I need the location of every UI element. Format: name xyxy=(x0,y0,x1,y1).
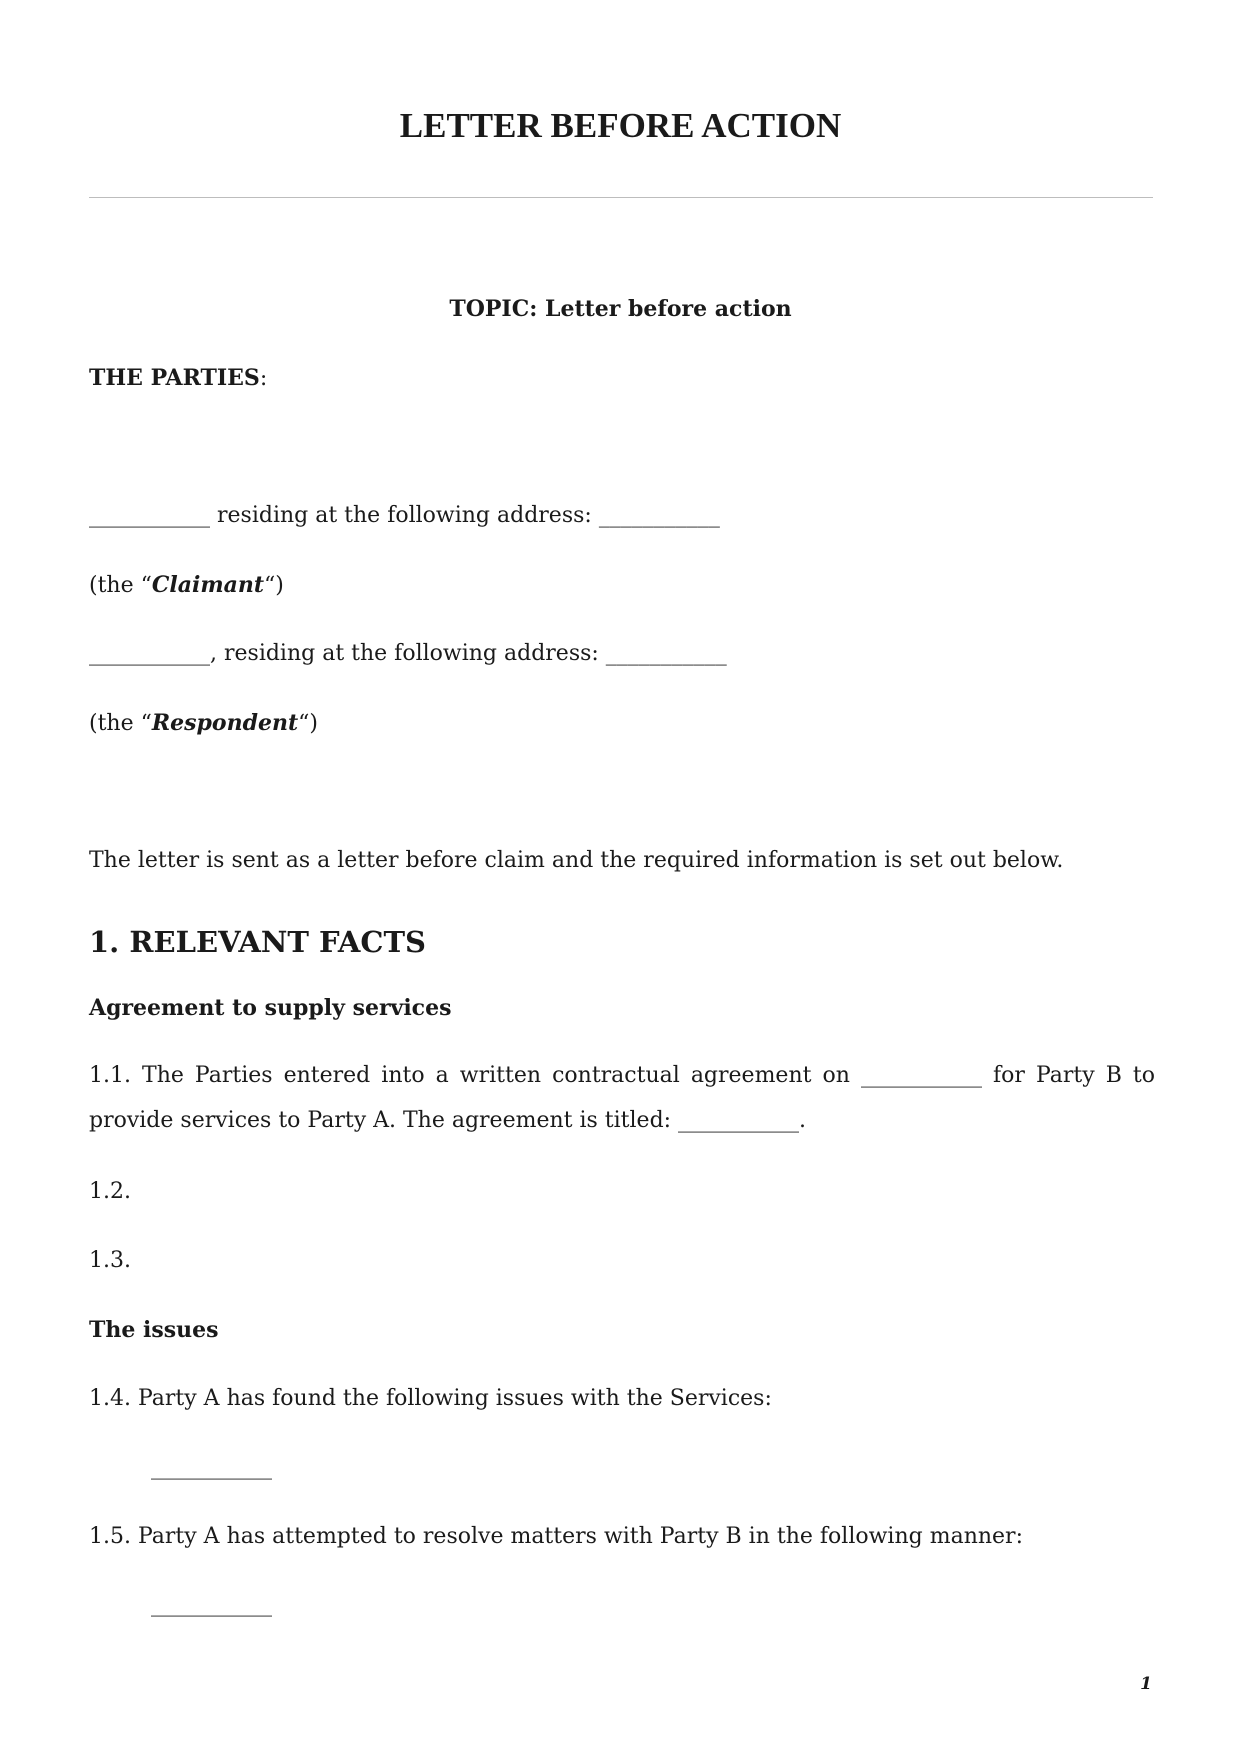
respondent-suffix: “) xyxy=(298,711,318,736)
document-title: LETTER BEFORE ACTION xyxy=(399,106,842,145)
topic-line: TOPIC: Letter before action xyxy=(449,296,792,322)
claimant-line: ___________ residing at the following address: ___________ xyxy=(89,503,720,528)
parties-heading-label: THE PARTIES xyxy=(89,365,260,391)
paragraph-1-4: 1.4. Party A has found the following issues with the Services: xyxy=(89,1386,772,1411)
respondent-line: ___________, residing at the following address: ___________ xyxy=(89,641,727,666)
respondent-prefix: (the “ xyxy=(89,711,152,736)
claimant-term: Claimant xyxy=(151,572,265,598)
respondent-definition xyxy=(89,708,318,739)
paragraph-1-3: 1.3. xyxy=(89,1248,131,1273)
claimant-suffix: “) xyxy=(264,573,284,598)
subheading-issues: The issues xyxy=(89,1317,219,1343)
intro-paragraph: The letter is sent as a letter before claim and the required information is set out below. xyxy=(89,848,1064,873)
parties-heading-colon: : xyxy=(259,366,268,391)
claimant-definition xyxy=(89,570,284,601)
paragraph-1-5: 1.5. Party A has attempted to resolve matters with Party B in the following manner: xyxy=(89,1524,1023,1549)
parties-heading xyxy=(89,363,267,394)
subheading-agreement: Agreement to supply services xyxy=(89,995,452,1021)
blank-field-1-4: ___________ xyxy=(151,1455,272,1480)
claimant-prefix: (the “ xyxy=(89,573,152,598)
page-number: 1 xyxy=(1140,1674,1152,1694)
title-divider xyxy=(89,197,1153,198)
paragraph-1-2: 1.2. xyxy=(89,1179,131,1204)
section-1-heading: 1. RELEVANT FACTS xyxy=(89,925,426,959)
blank-field-1-5: ___________ xyxy=(151,1592,272,1617)
paragraph-1-1: 1.1. The Parties entered into a written contractual agreement on ___________ for Party B to provide services to Party A. The agreement is titled: ___________. xyxy=(89,1063,1155,1133)
respondent-term: Respondent xyxy=(151,710,299,736)
